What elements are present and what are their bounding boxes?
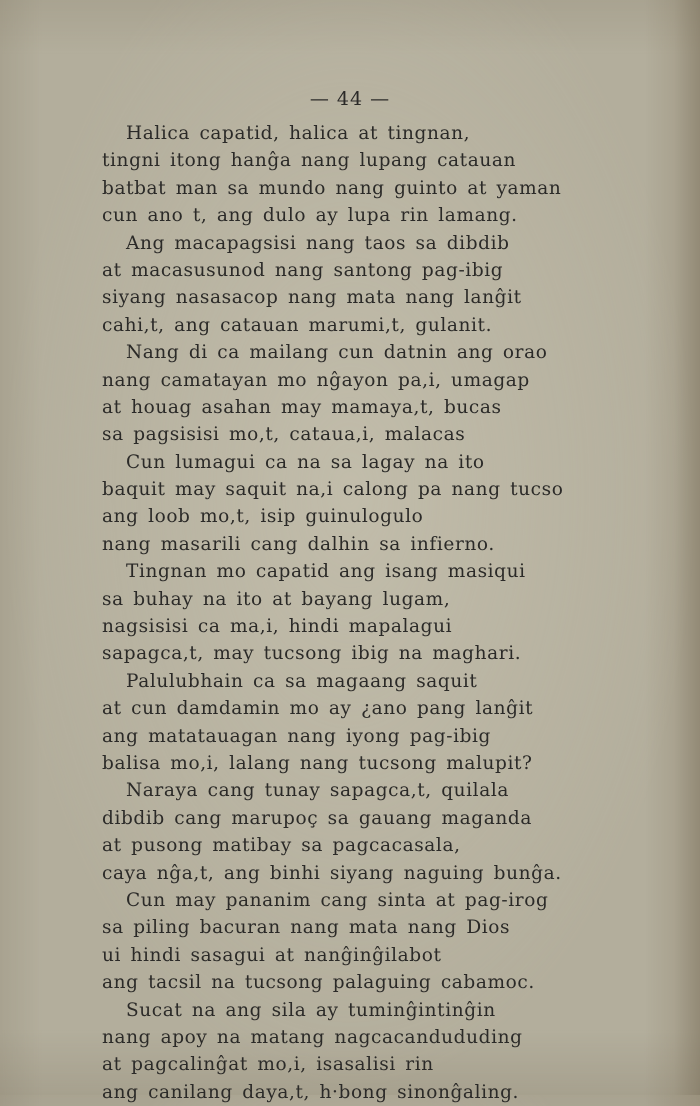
poem-line: nagsisisi ca ma,i, hindi mapalagui: [102, 616, 453, 638]
poem-line: Cun may pananim cang sinta at pag-irog: [126, 889, 549, 911]
poem-line: at pusong matibay sa pagcacasala,: [102, 835, 461, 857]
poem-line: Ang macapagsisi nang taos sa dibdib: [126, 232, 510, 254]
poem-line: Cun lumagui ca na sa lagay na ito: [126, 451, 485, 473]
poem-line: at pagcalinĝat mo,i, isasalisi rin: [102, 1054, 434, 1076]
poem-line: caya nĝa,t, ang binhi siyang naguing bunĝa.: [102, 862, 562, 884]
poem-line: Sucat na ang sila ay tuminĝintinĝin: [126, 999, 496, 1021]
poem-line: Palulubhain ca sa magaang saquit: [126, 670, 478, 692]
poem-line: ang canilang daya,t, h·bong sinonĝaling.: [102, 1081, 520, 1103]
poem-line: tingni itong hanĝa nang lupang catauan: [102, 150, 516, 172]
poem-line: Nang di ca mailang cun datnin ang orao: [126, 342, 548, 364]
poem-text: [102, 120, 642, 1106]
poem-line: ang loob mo,t, isip guinulogulo: [102, 506, 424, 528]
poem-line: nang apoy na matang nagcacandududing: [102, 1026, 523, 1048]
poem-line: Halica capatid, halica at tingnan,: [126, 123, 471, 144]
poem-line: cun ano t, ang dulo ay lupa rin lamang.: [102, 205, 518, 227]
poem-line: siyang nasasacop nang mata nang lanĝit: [102, 287, 522, 309]
page-edge-shadow: [674, 0, 700, 1095]
poem-line: baquit may saquit na,i calong pa nang tucso: [102, 479, 564, 501]
page-number: — 44 —: [309, 88, 391, 110]
poem-line: Naraya cang tunay sapagca,t, quilala: [126, 780, 509, 802]
poem-line: batbat man sa mundo nang guinto at yaman: [102, 177, 562, 199]
poem-line: ang tacsil na tucsong palaguing cabamoc.: [102, 972, 535, 994]
poem-line: sapagca,t, may tucsong ibig na maghari.: [102, 643, 522, 665]
poem-line: dibdib cang marupoç sa gauang maganda: [102, 807, 532, 829]
poem-line: ui hindi sasagui at nanĝinĝilabot: [102, 944, 442, 966]
poem-line: sa piling bacuran nang mata nang Dios: [102, 917, 511, 939]
poem-line: nang camatayan mo nĝayon pa,i, umagap: [102, 369, 530, 391]
poem-line: nang masarili cang dalhin sa infierno.: [102, 533, 495, 555]
poem-line: ang matatauagan nang iyong pag-ibig: [102, 725, 491, 747]
poem-line: cahi,t, ang catauan marumi,t, gulanit.: [102, 314, 493, 336]
poem-line: at cun damdamin mo ay ¿ano pang lanĝit: [102, 698, 534, 720]
poem-line: sa buhay na ito at bayang lugam,: [102, 588, 451, 610]
poem-line: at macasusunod nang santong pag-ibig: [102, 259, 504, 281]
poem-line: balisa mo,i, lalang nang tucsong malupit?: [102, 752, 533, 774]
poem-line: at houag asahan may mamaya,t, bucas: [102, 396, 502, 418]
poem-line: sa pagsisisi mo,t, cataua,i, malacas: [102, 424, 466, 446]
poem-line: Tingnan mo capatid ang isang masiqui: [126, 561, 526, 583]
